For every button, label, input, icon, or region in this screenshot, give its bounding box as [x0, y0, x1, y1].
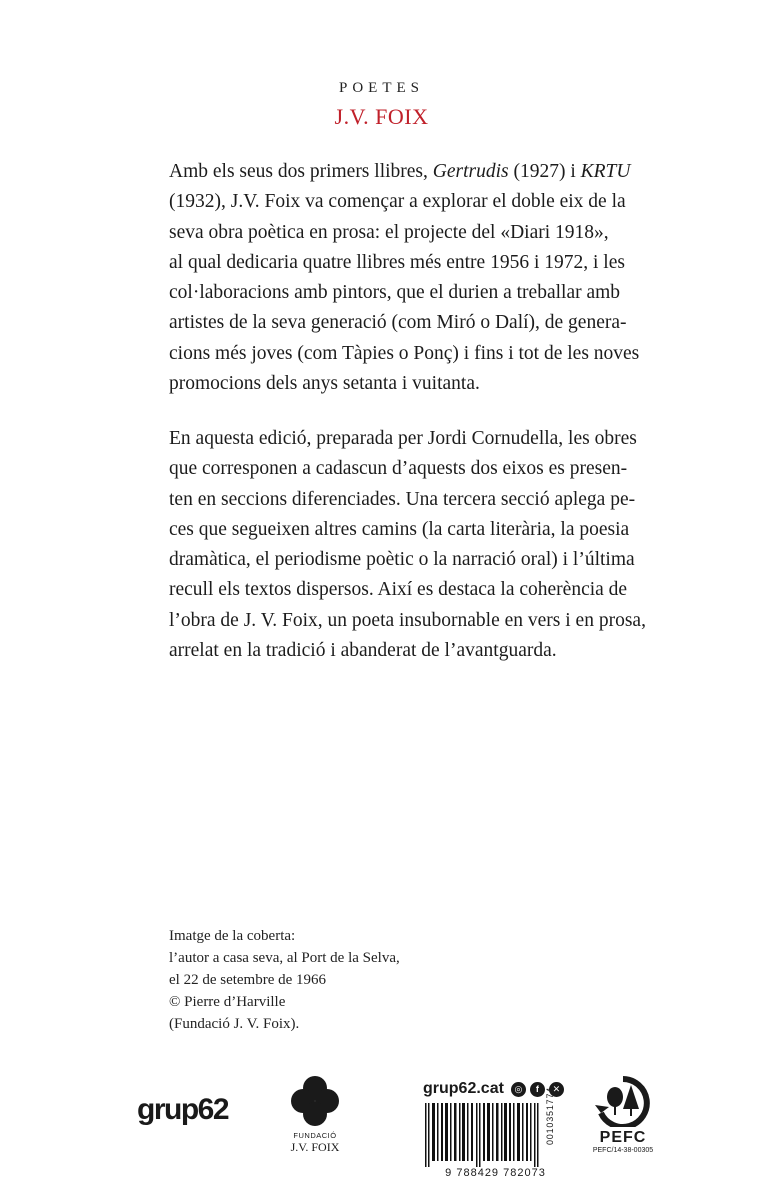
facebook-icon[interactable]: f	[530, 1082, 545, 1097]
text-line: ten en seccions diferenciades. Una tercera secció aplega pe-	[169, 488, 636, 510]
quatrefoil-icon	[291, 1075, 339, 1127]
credit-line: l’autor a casa seva, al Port de la Selva,	[169, 950, 400, 966]
foundation-label: FUNDACIÓ	[293, 1131, 337, 1140]
author-name: J.V. FOIX	[334, 104, 429, 129]
fundacio-foix-logo	[277, 1075, 353, 1155]
pefc-code: PEFC/14-38-00305	[592, 1147, 654, 1154]
text-line: seva obra poètica en prosa: el projecte del «Diari 1918»,	[169, 221, 609, 243]
text-line: col·laboracions amb pintors, que el durien a treballar amb	[169, 282, 621, 304]
text-line: l’obra de J. V. Foix, un poeta insubornable en vers i en prosa,	[169, 609, 646, 631]
text-line: (1932), J.V. Foix va començar a explorar el doble eix de la	[169, 191, 626, 213]
foundation-name: J.V. FOIX	[290, 1140, 340, 1154]
website-link[interactable]: grup62.cat	[423, 1080, 504, 1097]
text-line: promocions dels anys setanta i vuitanta.	[169, 373, 480, 395]
pefc-trees-icon	[593, 1075, 653, 1127]
text-line: Amb els seus dos primers llibres, Gertrudis (1927) i KRTU	[169, 161, 631, 182]
text-line: ces que segueixen altres camins (la carta literària, la poesia	[169, 518, 630, 540]
text-line: artistes de la seva generació (com Miró o Dalí), de genera-	[169, 312, 627, 334]
cover-image-credit	[169, 925, 400, 1035]
grup62-logo: grup62	[137, 1093, 229, 1126]
text-line: recull els textos dispersos. Així es destaca la coherència de	[169, 579, 628, 601]
description-paragraph-2	[169, 424, 646, 666]
x-icon[interactable]: ✕	[549, 1082, 564, 1097]
pefc-label: PEFC	[599, 1129, 647, 1146]
text-line: arrelat en la tradició i abanderat de l’avantguarda.	[169, 640, 557, 662]
text-line: cions més joves (com Tàpies o Ponç) i fins i tot de les noves	[169, 342, 640, 364]
isbn-side-code: 0010351774	[545, 1086, 555, 1145]
credit-line: © Pierre d’Harville	[169, 994, 286, 1010]
text-line: que corresponen a cadascun d’aquests dos eixos es presen-	[169, 458, 628, 480]
credit-line: el 22 de setembre de 1966	[169, 972, 327, 988]
website-row	[423, 1080, 564, 1098]
pefc-logo	[585, 1075, 661, 1154]
instagram-icon[interactable]: ◎	[511, 1082, 526, 1097]
description-paragraph-1	[169, 157, 640, 399]
barcode-icon	[423, 1103, 541, 1167]
text-line: En aquesta edició, preparada per Jordi Cornudella, les obres	[169, 428, 637, 449]
text-line: al qual dedicaria quatre llibres més entre 1956 i 1972, i les	[169, 251, 625, 273]
series-title: POETES	[338, 80, 424, 96]
credit-line: (Fundació J. V. Foix).	[169, 1016, 300, 1032]
credit-line: Imatge de la coberta:	[169, 928, 296, 944]
text-line: dramàtica, el periodisme poètic o la narració oral) i l’última	[169, 549, 635, 571]
barcode-number: 9 788429 782073	[445, 1167, 546, 1179]
